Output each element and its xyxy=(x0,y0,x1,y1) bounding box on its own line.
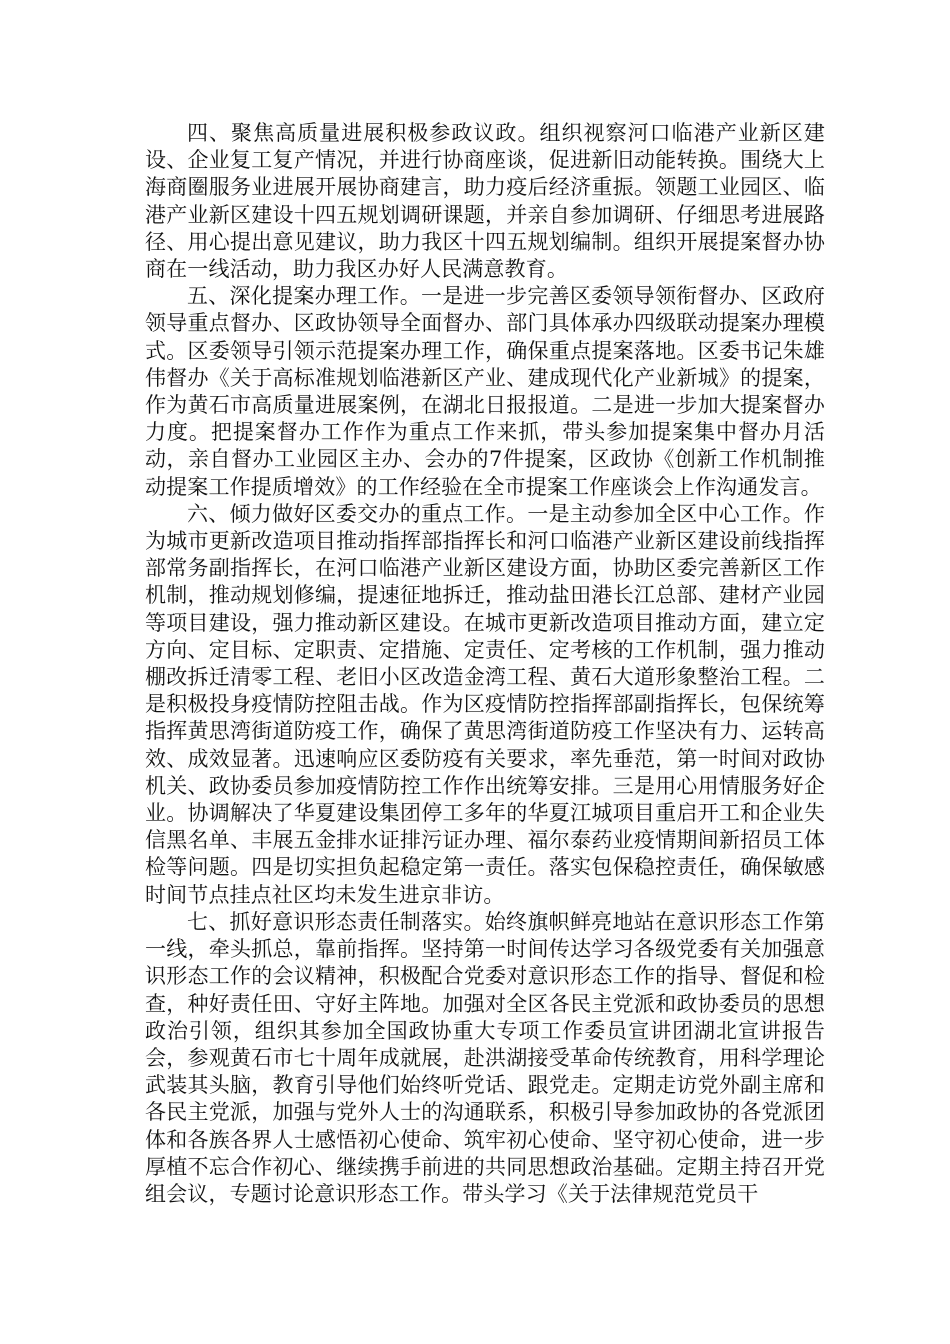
paragraph-7: 七、抓好意识形态责任制落实。始终旗帜鲜亮地站在意识形态工作第一线，牵头抓总，靠前指挥。坚持第一时间传达学习各级党委有关加强意识形态工作的会议精神，积极配合党委对意识形态工作的指导、督促和检查，种好责任田、守好主阵地。加强对全区各民主党派和政协委员的思想政治引领，组织其参加全国政协重大专项工作委员宣讲团湖北宣讲报告会，参观黄石市七十周年成就展，赴洪湖接受革命传统教育，用科学理论武装其头脑，教育引导他们始终听党话、跟党走。定期走访党外副主席和各民主党派，加强与党外人士的沟通联系，积极引导参加政协的各党派团体和各族各界人士感悟初心使命、筑牢初心使命、坚守初心使命，进一步厚植不忘合作初心、继续携手前进的共同思想政治基础。定期主持召开党组会议，专题讨论意识形态工作。带头学习《关于法律规范党员干 xyxy=(145,909,825,1206)
paragraph-5: 五、深化提案办理工作。一是进一步完善区委领导领衔督办、区政府领导重点督办、区政协领导全面督办、部门具体承办四级联动提案办理模式。区委领导引领示范提案办理工作，确保重点提案落地。区委书记朱雄伟督办《关于高标准规划临港新区产业、建成现代化产业新城》的提案，作为黄石市高质量进展案例，在湖北日报报道。二是进一步加大提案督办力度。把提案督办工作作为重点工作来抓，带头参加提案集中督办月活动，亲自督办工业园区主办、会办的7件提案，区政协《创新工作机制推动提案工作提质增效》的工作经验在全市提案工作座谈会上作沟通发言。 xyxy=(145,284,825,499)
paragraph-4: 四、聚焦高质量进展积极参政议政。组织视察河口临港产业新区建设、企业复工复产情况，并进行协商座谈，促进新旧动能转换。围绕大上海商圈服务业进展开展协商建言，助力疫后经济重振。领题工业园区、临港产业新区建设十四五规划调研课题，并亲自参加调研、仔细思考进展路径、用心提出意见建议，助力我区十四五规划编制。组织开展提案督办协商在一线活动，助力我区办好人民满意教育。 xyxy=(145,121,825,282)
document-page xyxy=(145,120,825,1208)
paragraph-6: 六、倾力做好区委交办的重点工作。一是主动参加全区中心工作。作为城市更新改造项目推动指挥部指挥长和河口临港产业新区建设前线指挥部常务副指挥长，在河口临港产业新区建设方面，协助区委完善新区工作机制，推动规划修编，提速征地拆迁，推动盐田港长江总部、建材产业园等项目建设，强力推动新区建设。在城市更新改造项目推动方面，建立定方向、定目标、定职责、定措施、定责任、定考核的工作机制，强力推动棚改拆迁清零工程、老旧小区改造金湾工程、黄石大道形象整治工程。二是积极投身疫情防控阻击战。作为区疫情防控指挥部副指挥长，包保统筹指挥黄思湾街道防疫工作，确保了黄思湾街道防疫工作坚决有力、运转高效、成效显著。迅速响应区委防疫有关要求，率先垂范，第一时间对政协机关、政协委员参加疫情防控工作作出统筹安排。三是用心用情服务好企业。协调解决了华夏建设集团停工多年的华夏江城项目重启开工和企业失信黑名单、丰展五金排水证排污证办理、福尔泰药业疫情期间新招员工体检等问题。四是切实担负起稳定第一责任。落实包保稳控责任，确保敏感时间节点挂点社区均未发生进京非访。 xyxy=(145,501,825,907)
